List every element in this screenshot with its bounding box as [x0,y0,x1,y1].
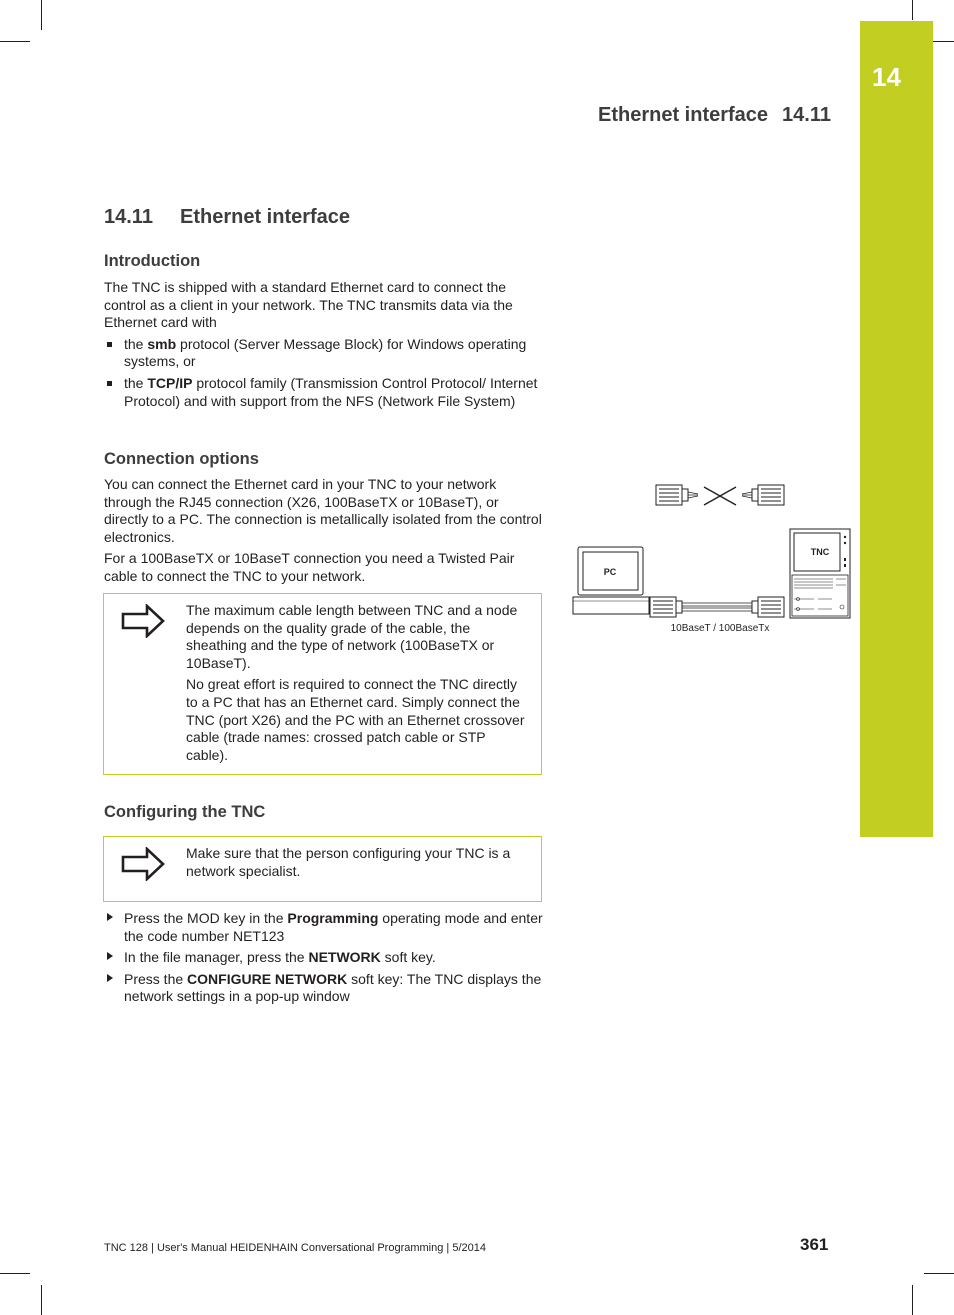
note-paragraph: Make sure that the person configuring your TNC is a network specialist. [186,845,511,879]
square-bullet-icon [107,381,112,386]
section-title [104,206,350,229]
chapter-tab [860,21,933,837]
list-item: the smb protocol (Server Message Block) for Windows operating systems, or [104,336,544,371]
list-item: the TCP/IP protocol family (Transmission Control Protocol/ Internet Protocol) and with support from the NFS (Network File System) [104,375,544,410]
footer-text: TNC 128 | User's Manual HEIDENHAIN Conversational Programming | 5/2014 [104,1242,486,1254]
crossover-cable-icon [656,485,784,505]
page-number: 361 [800,1235,829,1254]
crop-mark [41,1285,42,1315]
note-box [103,836,542,902]
tnc-label: TNC [810,547,830,557]
note-text [186,845,531,880]
introduction-paragraph: The TNC is shipped with a standard Ethernet card to connect the control as a client in your network. The TNC transmits data via the Ethernet card with [104,279,513,331]
note-bar [103,594,104,774]
connection-paragraph-1: You can connect the Ethernet card in your TNC to your network through the RJ45 connection (X26, 100BaseTX or 10BaseT), or directly to a PC. The connection is metallically isolated from the control electronics. [104,476,542,545]
arrow-right-icon [121,847,165,881]
note-bar [103,837,104,901]
cable-label: 10BaseT / 100BaseTx [670,623,770,634]
straight-cable-icon [650,597,784,617]
section-number: 14.11 [104,206,153,228]
running-head [598,104,831,127]
crop-mark [0,1273,30,1274]
configuring-steps [104,910,544,1006]
running-head-title: Ethernet interface [597,104,769,126]
introduction-body [104,279,544,410]
running-head-number: 14.11 [782,104,831,126]
pc-icon [573,547,649,614]
section-title-text: Ethernet interface [180,206,351,228]
chapter-number: 14 [872,62,901,92]
tnc-control-icon [790,529,850,618]
connection-options-heading: Connection options [104,450,259,468]
note-text [186,602,531,764]
crop-mark [912,1285,913,1315]
configuring-heading: Configuring the TNC [104,803,266,821]
network-diagram [570,475,855,640]
crop-mark [41,0,42,30]
crop-mark [912,0,913,20]
introduction-heading: Introduction [104,252,201,270]
note-paragraph: The maximum cable length between TNC and a node depends on the quality grade of the cable, the sheathing and the type of network (100BaseTX or 10BaseT). [186,602,518,671]
arrow-right-icon [121,604,165,638]
step-item: Press the MOD key in the Programming operating mode and enter the code number NET123 [104,910,544,945]
triangle-bullet-icon [107,952,113,960]
crop-mark [924,1273,954,1274]
note-box [103,593,542,775]
connection-options-body [104,476,544,586]
pc-label: PC [603,567,617,577]
step-item: Press the CONFIGURE NETWORK soft key: The TNC displays the network settings in a pop-up window [104,971,544,1006]
triangle-bullet-icon [107,913,113,921]
step-item: In the file manager, press the NETWORK soft key. [104,949,544,967]
triangle-bullet-icon [107,974,113,982]
connection-paragraph-2: For a 100BaseTX or 10BaseT connection you need a Twisted Pair cable to connect the TNC to your network. [104,550,515,584]
crop-mark [0,41,30,42]
note-paragraph: No great effort is required to connect the TNC directly to a PC that has an Ethernet card. Simply connect the TNC (port X26) and the PC with an Ethernet crossover cable (trade names: crossed patch cable or STP cable). [186,676,525,763]
square-bullet-icon [107,342,112,347]
